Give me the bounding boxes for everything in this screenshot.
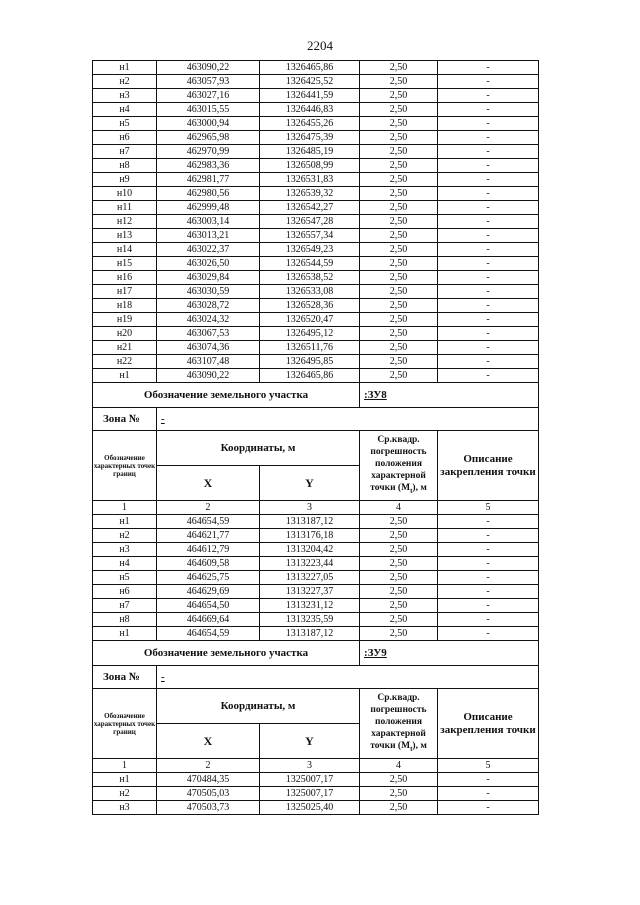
- table-cell: н3: [93, 89, 157, 103]
- table-cell: 2,50: [360, 327, 438, 341]
- table-cell: н10: [93, 187, 157, 201]
- table-cell: н6: [93, 131, 157, 145]
- table-cell: 463090,22: [157, 369, 260, 383]
- header-row: [93, 431, 539, 466]
- table-cell: 463029,84: [157, 271, 260, 285]
- table-cell: 462965,98: [157, 131, 260, 145]
- table-cell: н1: [93, 369, 157, 383]
- table-cell: 2,50: [360, 773, 438, 787]
- table-cell: 470503,73: [157, 801, 260, 815]
- table-cell: 462999,48: [157, 201, 260, 215]
- table-cell: 2,50: [360, 75, 438, 89]
- table-cell: 2,50: [360, 61, 438, 75]
- table-cell: -: [438, 313, 539, 327]
- table-cell: -: [438, 215, 539, 229]
- table-cell: 464629,69: [157, 585, 260, 599]
- table-cell: н7: [93, 145, 157, 159]
- table-cell: 1313227,37: [260, 585, 360, 599]
- table-cell: 1326533,08: [260, 285, 360, 299]
- table-cell: н1: [93, 773, 157, 787]
- table-row: [93, 773, 539, 787]
- table-row: [93, 243, 539, 257]
- header-x: X: [157, 724, 260, 759]
- table-cell: -: [438, 801, 539, 815]
- table-row: [93, 515, 539, 529]
- table-cell: 1313235,59: [260, 613, 360, 627]
- parcel-title-row: [93, 383, 539, 408]
- header-coordinates: Координаты, м: [157, 689, 360, 724]
- table-cell: 1326446,83: [260, 103, 360, 117]
- table-row: [93, 341, 539, 355]
- table-cell: -: [438, 285, 539, 299]
- table-cell: н20: [93, 327, 157, 341]
- table-row: [93, 229, 539, 243]
- table-row: [93, 557, 539, 571]
- table-cell: -: [438, 131, 539, 145]
- table-cell: н1: [93, 627, 157, 641]
- table-cell: н1: [93, 515, 157, 529]
- table-cell: н4: [93, 557, 157, 571]
- table-row: [93, 215, 539, 229]
- table-cell: 2,50: [360, 599, 438, 613]
- table-cell: 2,50: [360, 515, 438, 529]
- table-cell: 2,50: [360, 801, 438, 815]
- table-cell: -: [438, 103, 539, 117]
- table-cell: 1313227,05: [260, 571, 360, 585]
- table-cell: -: [438, 145, 539, 159]
- table-cell: -: [438, 257, 539, 271]
- table-cell: 2,50: [360, 627, 438, 641]
- column-number: 3: [260, 501, 360, 515]
- table-cell: 470484,35: [157, 773, 260, 787]
- table-cell: 1326528,36: [260, 299, 360, 313]
- column-numbers-row: [93, 759, 539, 773]
- table-cell: 2,50: [360, 585, 438, 599]
- table-row: [93, 173, 539, 187]
- table-cell: 2,50: [360, 215, 438, 229]
- table-cell: -: [438, 201, 539, 215]
- table-cell: 1313187,12: [260, 627, 360, 641]
- column-number: 5: [438, 501, 539, 515]
- table-cell: 2,50: [360, 173, 438, 187]
- table-cell: 463013,21: [157, 229, 260, 243]
- table-cell: -: [438, 585, 539, 599]
- table-cell: 1326508,99: [260, 159, 360, 173]
- table-cell: 2,50: [360, 117, 438, 131]
- table-cell: 2,50: [360, 557, 438, 571]
- table-cell: н2: [93, 529, 157, 543]
- table-cell: 1326547,28: [260, 215, 360, 229]
- table-cell: н13: [93, 229, 157, 243]
- table-row: [93, 627, 539, 641]
- table-cell: 2,50: [360, 529, 438, 543]
- table-cell: -: [438, 613, 539, 627]
- table-cell: 2,50: [360, 313, 438, 327]
- table-row: [93, 801, 539, 815]
- table-cell: 463067,53: [157, 327, 260, 341]
- table-row: [93, 327, 539, 341]
- table-cell: 2,50: [360, 613, 438, 627]
- table-cell: 470505,03: [157, 787, 260, 801]
- table-cell: н9: [93, 173, 157, 187]
- table-cell: 463000,94: [157, 117, 260, 131]
- header-x: X: [157, 466, 260, 501]
- table-row: [93, 787, 539, 801]
- table-cell: 2,50: [360, 201, 438, 215]
- table-cell: -: [438, 299, 539, 313]
- table-cell: н11: [93, 201, 157, 215]
- table-cell: 2,50: [360, 145, 438, 159]
- table-cell: 1313223,44: [260, 557, 360, 571]
- table-row: [93, 89, 539, 103]
- table-cell: 1313187,12: [260, 515, 360, 529]
- table-cell: -: [438, 159, 539, 173]
- table-cell: 464669,64: [157, 613, 260, 627]
- table-cell: -: [438, 571, 539, 585]
- table-cell: 1326531,83: [260, 173, 360, 187]
- table-cell: 2,50: [360, 355, 438, 369]
- table-cell: 2,50: [360, 187, 438, 201]
- parcel-title-value: :ЗУ8: [360, 383, 539, 408]
- table-cell: 463024,32: [157, 313, 260, 327]
- table-cell: -: [438, 61, 539, 75]
- header-y: Y: [260, 724, 360, 759]
- zone-row: [93, 666, 539, 689]
- table-cell: 1326511,76: [260, 341, 360, 355]
- table-cell: -: [438, 543, 539, 557]
- table-cell: 2,50: [360, 243, 438, 257]
- zone-row: [93, 408, 539, 431]
- table-cell: н12: [93, 215, 157, 229]
- table-cell: -: [438, 117, 539, 131]
- table-cell: 1326475,39: [260, 131, 360, 145]
- table-cell: н7: [93, 599, 157, 613]
- table-cell: 2,50: [360, 787, 438, 801]
- table-cell: 464654,59: [157, 515, 260, 529]
- table-cell: 1313204,42: [260, 543, 360, 557]
- table-cell: -: [438, 89, 539, 103]
- table-cell: 2,50: [360, 131, 438, 145]
- table-cell: н21: [93, 341, 157, 355]
- table-cell: 2,50: [360, 271, 438, 285]
- table-cell: -: [438, 627, 539, 641]
- table-cell: -: [438, 557, 539, 571]
- table-cell: 1325007,17: [260, 773, 360, 787]
- table-cell: 2,50: [360, 369, 438, 383]
- table-cell: н6: [93, 585, 157, 599]
- table-cell: 2,50: [360, 341, 438, 355]
- column-number: 2: [157, 759, 260, 773]
- table-row: [93, 61, 539, 75]
- table-cell: -: [438, 599, 539, 613]
- table-row: [93, 571, 539, 585]
- header-coordinates: Координаты, м: [157, 431, 360, 466]
- header-point: Обозначение характерных точек границ: [93, 431, 157, 501]
- table-cell: 462970,99: [157, 145, 260, 159]
- table-cell: 1325007,17: [260, 787, 360, 801]
- table-cell: 464654,59: [157, 627, 260, 641]
- table-cell: н2: [93, 787, 157, 801]
- header-error: Ср.квадр. погрешность положения характерной точки $(M_t)$, м: [360, 431, 438, 501]
- zone-label: Зона №: [93, 408, 157, 431]
- coordinates-table: [92, 60, 539, 815]
- table-cell: -: [438, 173, 539, 187]
- table-row: [93, 201, 539, 215]
- table-row: [93, 285, 539, 299]
- table-cell: 464621,77: [157, 529, 260, 543]
- table-cell: 1326557,34: [260, 229, 360, 243]
- table-cell: -: [438, 271, 539, 285]
- header-error: Ср.квадр. погрешность положения характерной точки $(M_t)$, м: [360, 689, 438, 759]
- table-row: [93, 75, 539, 89]
- column-number: 1: [93, 759, 157, 773]
- parcel-title-label: Обозначение земельного участка: [93, 383, 360, 408]
- table-cell: -: [438, 187, 539, 201]
- table-cell: -: [438, 773, 539, 787]
- table-cell: 1326465,86: [260, 61, 360, 75]
- table-cell: 464612,79: [157, 543, 260, 557]
- parcel-title-label: Обозначение земельного участка: [93, 641, 360, 666]
- table-row: [93, 599, 539, 613]
- table-row: [93, 369, 539, 383]
- table-cell: -: [438, 529, 539, 543]
- table-row: [93, 145, 539, 159]
- table-cell: 463057,93: [157, 75, 260, 89]
- table-row: [93, 117, 539, 131]
- table-cell: 1326465,86: [260, 369, 360, 383]
- table-cell: 463107,48: [157, 355, 260, 369]
- table-cell: 463074,36: [157, 341, 260, 355]
- table-cell: 462980,56: [157, 187, 260, 201]
- table-row: [93, 187, 539, 201]
- header-description: Описание закрепления точки: [438, 431, 539, 501]
- table-cell: 1326542,27: [260, 201, 360, 215]
- table-cell: н1: [93, 61, 157, 75]
- table-cell: -: [438, 75, 539, 89]
- column-number: 5: [438, 759, 539, 773]
- table-cell: 463090,22: [157, 61, 260, 75]
- table-cell: -: [438, 229, 539, 243]
- table-cell: 1326495,12: [260, 327, 360, 341]
- table-cell: н19: [93, 313, 157, 327]
- table-cell: 463015,55: [157, 103, 260, 117]
- table-cell: 2,50: [360, 299, 438, 313]
- table-cell: 1313176,18: [260, 529, 360, 543]
- table-cell: 2,50: [360, 285, 438, 299]
- table-cell: н14: [93, 243, 157, 257]
- column-number: 1: [93, 501, 157, 515]
- table-row: [93, 103, 539, 117]
- table-cell: 463026,50: [157, 257, 260, 271]
- table-cell: -: [438, 515, 539, 529]
- parcel-title-value: :ЗУ9: [360, 641, 539, 666]
- column-numbers-row: [93, 501, 539, 515]
- table-cell: 2,50: [360, 257, 438, 271]
- table-cell: 462981,77: [157, 173, 260, 187]
- table-cell: 1326549,23: [260, 243, 360, 257]
- table-row: [93, 299, 539, 313]
- table-row: [93, 257, 539, 271]
- table-cell: н5: [93, 117, 157, 131]
- table-cell: н3: [93, 801, 157, 815]
- table-cell: н15: [93, 257, 157, 271]
- table-cell: 1325025,40: [260, 801, 360, 815]
- table-cell: -: [438, 787, 539, 801]
- table-cell: 462983,36: [157, 159, 260, 173]
- table-cell: 2,50: [360, 229, 438, 243]
- table-row: [93, 313, 539, 327]
- column-number: 4: [360, 501, 438, 515]
- table-cell: 463030,59: [157, 285, 260, 299]
- table-row: [93, 543, 539, 557]
- table-cell: 2,50: [360, 159, 438, 173]
- table-cell: 1326425,52: [260, 75, 360, 89]
- table-row: [93, 131, 539, 145]
- table-cell: н4: [93, 103, 157, 117]
- table-cell: 1326520,47: [260, 313, 360, 327]
- column-number: 4: [360, 759, 438, 773]
- table-cell: 2,50: [360, 571, 438, 585]
- table-cell: н18: [93, 299, 157, 313]
- header-description: Описание закрепления точки: [438, 689, 539, 759]
- table-row: [93, 613, 539, 627]
- header-row: [93, 689, 539, 724]
- table-cell: 1326495,85: [260, 355, 360, 369]
- table-row: [93, 585, 539, 599]
- table-cell: 464654,50: [157, 599, 260, 613]
- column-number: 2: [157, 501, 260, 515]
- table-cell: -: [438, 341, 539, 355]
- table-row: [93, 159, 539, 173]
- table-cell: 1313231,12: [260, 599, 360, 613]
- zone-label: Зона №: [93, 666, 157, 689]
- table-cell: н22: [93, 355, 157, 369]
- table-cell: 1326538,52: [260, 271, 360, 285]
- column-number: 3: [260, 759, 360, 773]
- table-cell: 464625,75: [157, 571, 260, 585]
- header-y: Y: [260, 466, 360, 501]
- table-row: [93, 271, 539, 285]
- header-point: Обозначение характерных точек границ: [93, 689, 157, 759]
- table-body: [93, 61, 539, 815]
- table-cell: -: [438, 369, 539, 383]
- table-cell: -: [438, 327, 539, 341]
- parcel-title-row: [93, 641, 539, 666]
- table-cell: н17: [93, 285, 157, 299]
- table-cell: н16: [93, 271, 157, 285]
- table-cell: 463028,72: [157, 299, 260, 313]
- zone-value: -: [157, 408, 539, 431]
- table-cell: -: [438, 355, 539, 369]
- table-cell: -: [438, 243, 539, 257]
- table-cell: 2,50: [360, 543, 438, 557]
- table-cell: 1326544,59: [260, 257, 360, 271]
- page-number: 2204: [307, 38, 333, 53]
- table-cell: н3: [93, 543, 157, 557]
- table-row: [93, 355, 539, 369]
- table-cell: 463003,14: [157, 215, 260, 229]
- table-cell: 463027,16: [157, 89, 260, 103]
- table-cell: 1326441,59: [260, 89, 360, 103]
- table-cell: 2,50: [360, 103, 438, 117]
- table-cell: н8: [93, 159, 157, 173]
- zone-value: -: [157, 666, 539, 689]
- table-cell: 2,50: [360, 89, 438, 103]
- table-cell: н2: [93, 75, 157, 89]
- table-cell: 1326539,32: [260, 187, 360, 201]
- table-row: [93, 529, 539, 543]
- table-cell: 1326485,19: [260, 145, 360, 159]
- table-cell: 464609,58: [157, 557, 260, 571]
- table-cell: н8: [93, 613, 157, 627]
- table-cell: н5: [93, 571, 157, 585]
- table-cell: 463022,37: [157, 243, 260, 257]
- table-cell: 1326455,26: [260, 117, 360, 131]
